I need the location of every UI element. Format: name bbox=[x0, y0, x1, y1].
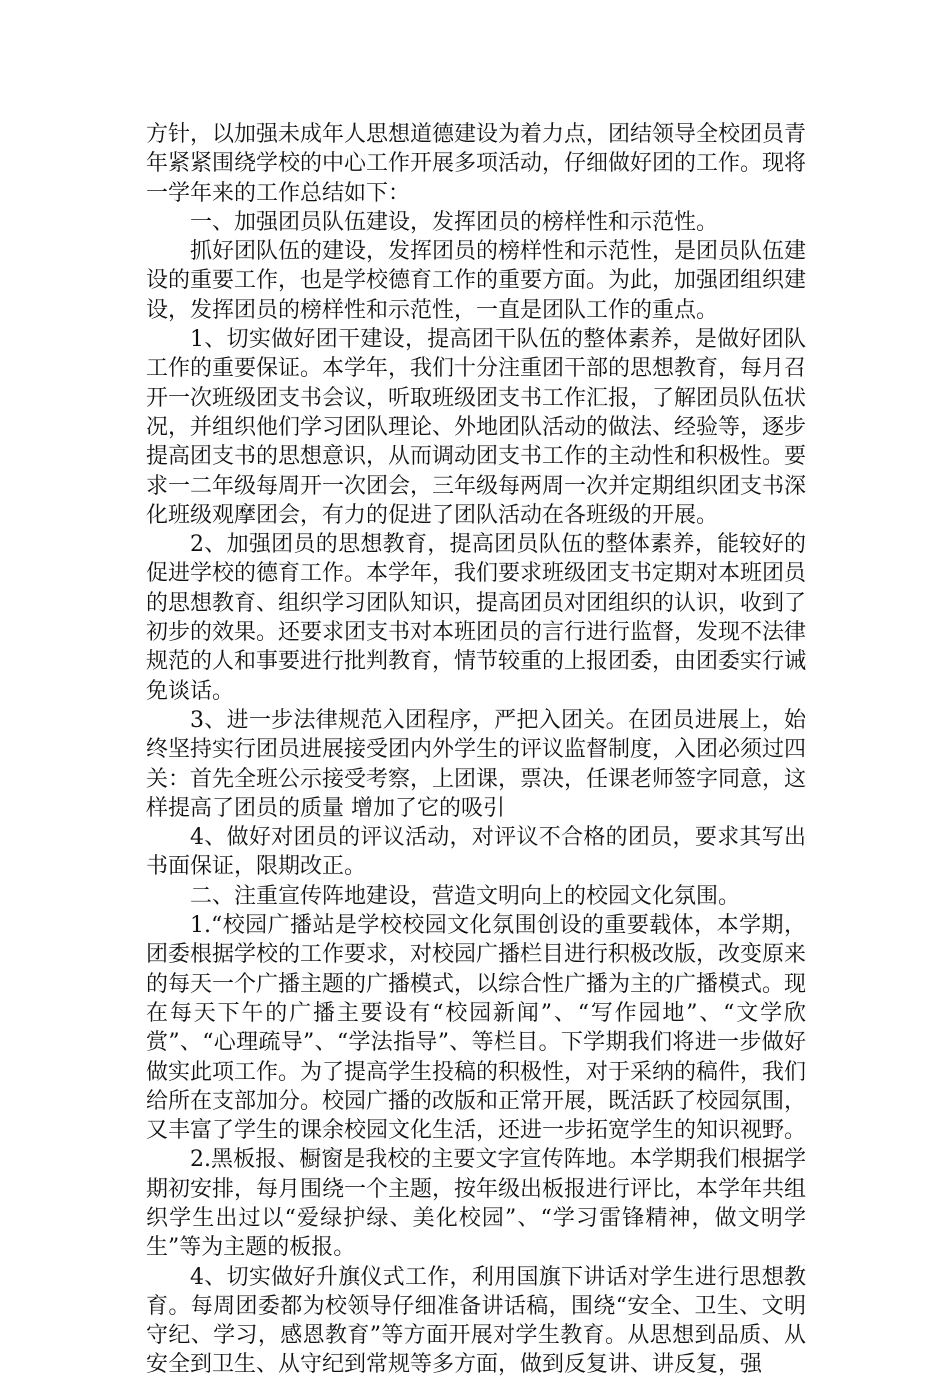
heading-section-1: 一、加强团员队伍建设，发挥团员的榜样性和示范性。 bbox=[190, 209, 719, 235]
paragraph-broadcast: 1.“校园广播站是学校校园文化氛围创设的重要载体，本学期，团委根据学校的工作要求，对校园广播栏目进行积极改版，改变原来的每天一个广播主题的广播模式，以综合性广播为主的广播模式。现在每天下午的广播主要设有“校园新闻”、“写作园地”、“文学欣赏”、“心理疏导”、“学法指导”、等栏目。下学期我们将进一步做好做实此项工作。为了提高学生投稿的积极性，对于采纳的稿件，我们给所在支部加分。校园广播的改版和正常开展，既活跃了校园氛围，又丰富了学生的课余校园文化生活，还进一步拓宽学生的知识视野。 bbox=[146, 913, 807, 1144]
paragraph-item-2: 2、加强团员的思想教育，提高团员队伍的整体素养，能较好的促进学校的德育工作。本学年，我们要求班级团支书定期对本班团员的思想教育、组织学习团队知识，提高团员对团组织的认识，收到了初步的效果。还要求团支书对本班团员的言行进行监督，发现不法律规范的人和事要进行批判教育，情节较重的上报团委，由团委实行诫免谈话。 bbox=[146, 532, 807, 704]
paragraph-item-3: 3、进一步法律规范入团程序，严把入团关。在团员进展上，始终坚持实行团员进展接受团内外学生的评议监督制度，入团必须过四关：首先全班公示接受考察，上团课，票决，任课老师签字同意，这样提高了团员的质量 增加了它的吸引 bbox=[146, 707, 807, 821]
paragraph-item-1: 1、切实做好团干建设，提高团干队伍的整体素养，是做好团队工作的重要保证。本学年，我们十分注重团干部的思想教育，每月召开一次班级团支书会议，听取班级团支书工作汇报，了解团员队伍状况，并组织他们学习团队理论、外地团队活动的做法、经验等，逐步提高团支书的思想意识，从而调动团支书工作的主动性和积极性。要求一二年级每周开一次团会，三年级每两周一次并定期组织团支书深化班级观摩团会，有力的促进了团队活动在各班级的开展。 bbox=[146, 327, 807, 528]
paragraph-item-4: 4、做好对团员的评议活动，对评议不合格的团员，要求其写出书面保证，限期改正。 bbox=[146, 825, 806, 880]
heading-section-2: 二、注重宣传阵地建设，营造文明向上的校园文化氛围。 bbox=[190, 883, 741, 909]
document-body bbox=[146, 120, 806, 1380]
paragraph-blackboard: 2.黑板报、橱窗是我校的主要文字宣传阵地。本学期我们根据学期初安排，每月围绕一个主题，按年级出板报进行评比，本学年共组织学生出过以“爱绿护绿、美化校园”、“学习雷锋精神，做文明学生”等为主题的板报。 bbox=[146, 1147, 807, 1261]
paragraph-team-building: 抓好团队伍的建设，发挥团员的榜样性和示范性，是团员队伍建设的重要工作，也是学校德育工作的重要方面。为此，加强团组织建设，发挥团员的榜样性和示范性，一直是团队工作的重点。 bbox=[146, 239, 807, 323]
paragraph-flag-ceremony: 4、切实做好升旗仪式工作，利用国旗下讲话对学生进行思想教育。每周团委都为校领导仔细准备讲话稿，围绕“安全、卫生、文明守纪、学习，感恩教育”等方面开展对学生教育。从思想到品质、从安全到卫生、从守纪到常规等多方面，做到反复讲、讲反复，强 bbox=[146, 1264, 806, 1378]
paragraph-intro: 方针，以加强未成年人思想道德建设为着力点，团结领导全校团员青年紧紧围绕学校的中心工作开展多项活动，仔细做好团的工作。现将一学年来的工作总结如下： bbox=[146, 122, 807, 206]
